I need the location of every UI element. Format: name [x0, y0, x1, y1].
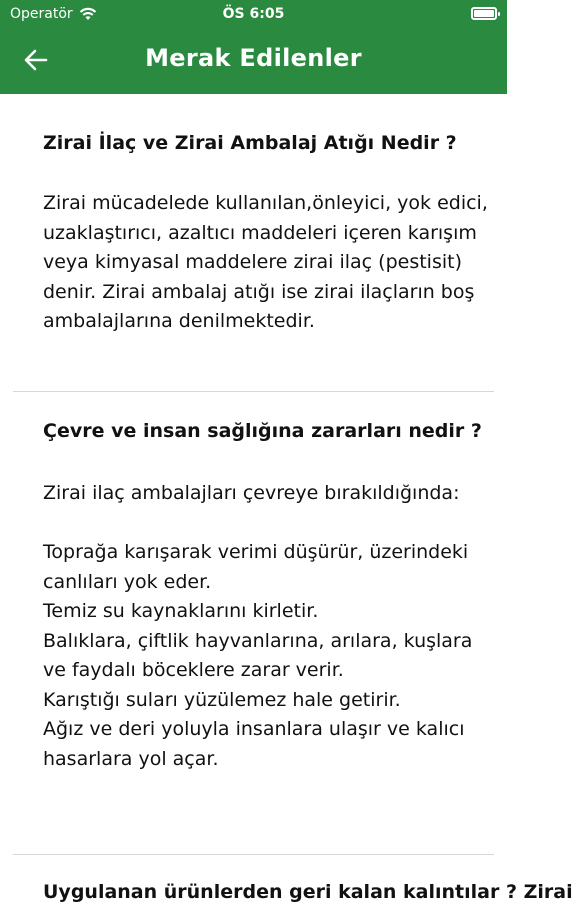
faq-scroll-area[interactable] — [0, 94, 573, 903]
app-header — [0, 0, 507, 94]
navigation-bar — [0, 36, 507, 86]
faq-answer: Zirai mücadelede kullanılan,önleyici, yok edici, uzaklaştırıcı, azaltıcı maddeleri içeren karışım veya kimyasal maddelere zirai ilaç (pestisit) denir. Zirai ambalaj atığı ise zirai ilaçların boş ambalajlarına denilmektedir. — [43, 192, 488, 332]
status-bar — [0, 0, 507, 30]
carrier-name: Operatör — [10, 6, 73, 22]
faq-question: Uygulanan ürünlerden geri kalan kalıntılar ? Zirai — [43, 881, 573, 903]
faq-answer: Zirai ilaç ambalajları çevreye bırakıldığında: Toprağa karışarak verimi düşürür, üzerindeki canlıları yok eder. Temiz su kaynaklarını kirletir. Balıklara, çiftlik hayvanlarına, arılara, kuşlara ve faydalı böceklere zarar verir. Karıştığı suları yüzülemez hale getirir. Ağız ve deri yoluyla insanlara ulaşır ve kalıcı hasarlara yol açar. — [43, 482, 473, 770]
battery-icon — [471, 7, 497, 20]
section-divider — [13, 854, 494, 855]
section-divider — [13, 391, 494, 392]
faq-question: Çevre ve insan sağlığına zararları nedir ? — [43, 420, 482, 442]
page-title: Merak Edilenler — [145, 44, 362, 72]
faq-question: Zirai İlaç ve Zirai Ambalaj Atığı Nedir ? — [43, 132, 457, 154]
status-time: ÖS 6:05 — [222, 6, 285, 22]
